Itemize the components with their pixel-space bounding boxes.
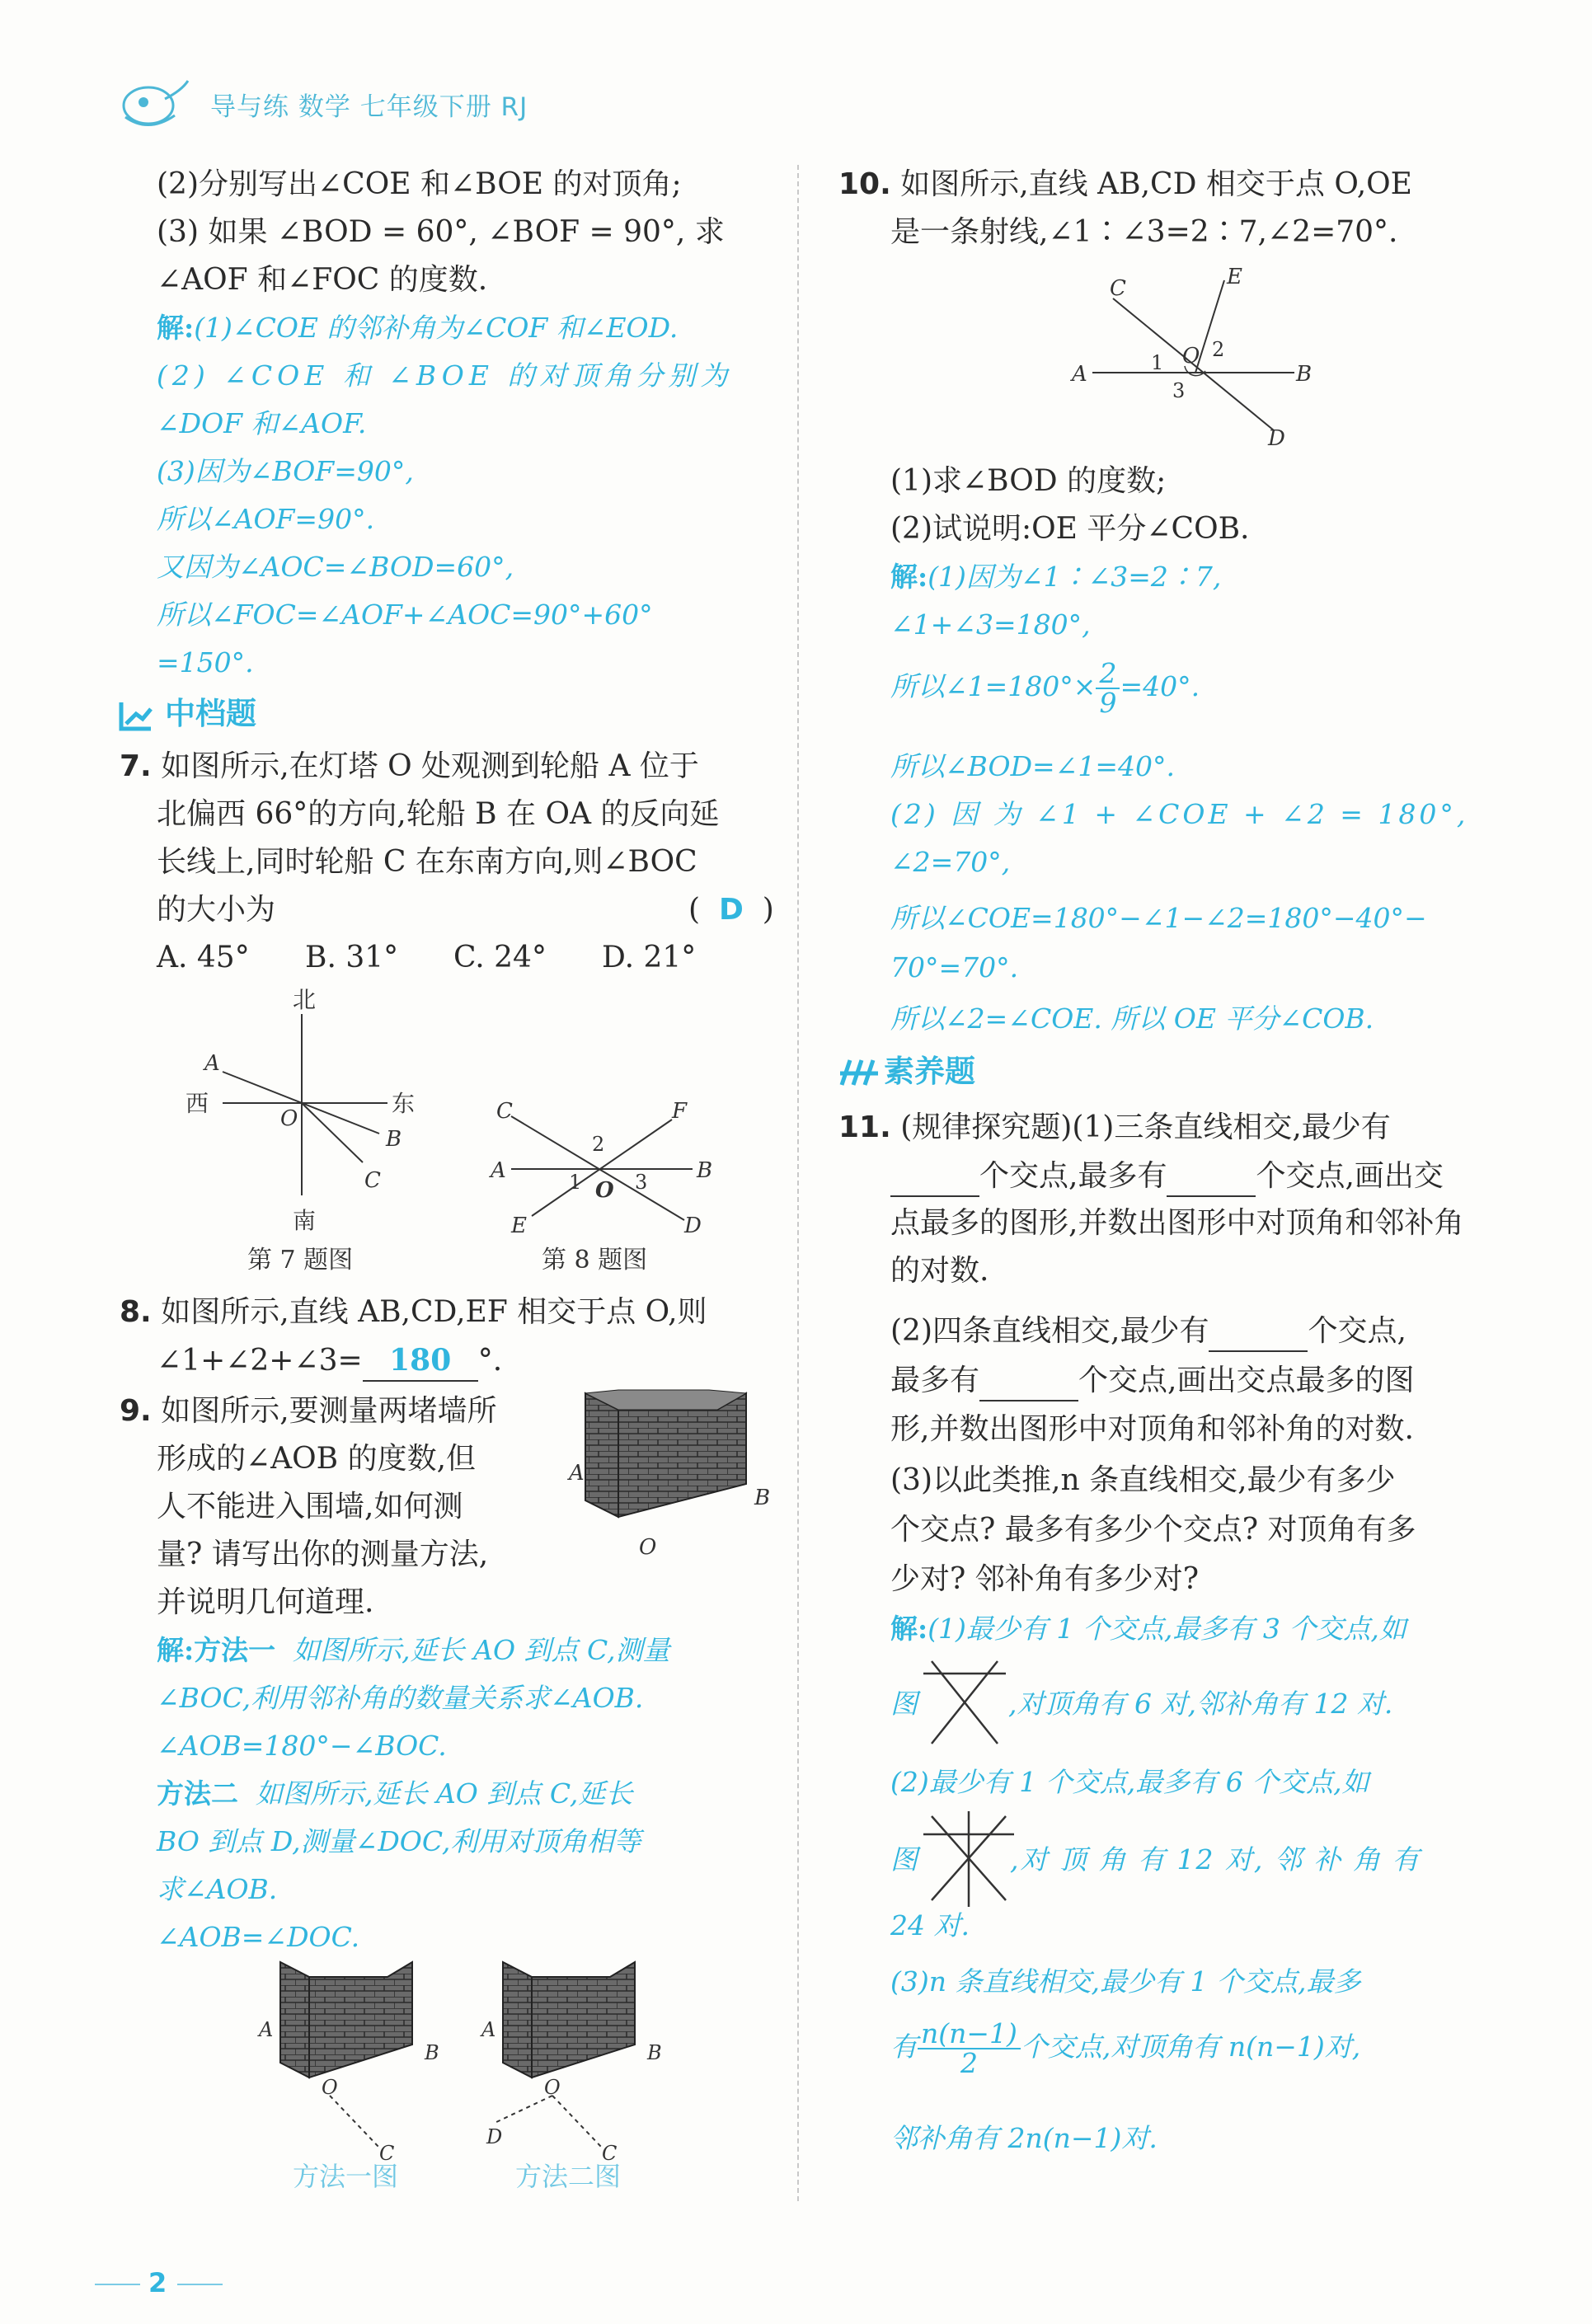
q8-answer-line (157, 1340, 502, 1382)
q6-solution-line (157, 308, 678, 348)
q10-solution-line: 所以∠COE=180°−∠1−∠2=180°−40°− (890, 902, 1427, 934)
q7-label-c: C (364, 1168, 381, 1193)
q11-text: (规律探究题)(1)三条直线相交,最少有 (900, 1110, 1391, 1144)
q7-label-south: 南 (293, 1207, 317, 1234)
q11-solution-line (890, 1609, 1407, 1649)
q7-label-a: A (204, 1051, 220, 1076)
q10-figure (1072, 265, 1319, 451)
q6-solution-line: ∠DOF 和∠AOF. (157, 407, 367, 439)
q7-text: 如图所示,在灯塔 O 处观测到轮船 A 位于 (161, 749, 699, 783)
q11-solution-line: 24 对. (890, 1909, 970, 1941)
q7-option-b: B. 31° (305, 941, 399, 974)
q7-caption: 第 7 题图 (247, 1246, 354, 1275)
q7-label-north: 北 (293, 986, 317, 1013)
q11-text-line (890, 1311, 1407, 1352)
q8-label-3: 3 (635, 1171, 648, 1194)
q7-label-east: 东 (392, 1090, 416, 1117)
m1-label-a: A (259, 2018, 274, 2041)
q10-text: (2)试说明:OE 平分∠COB. (890, 512, 1250, 546)
q7-text: 北偏西 66°的方向,轮船 B 在 OA 的反向延 (157, 797, 720, 831)
q11-text-line (890, 1156, 1444, 1197)
q6-solution-line: 又因为∠AOC=∠BOD=60°, (157, 551, 514, 583)
q9-label-a: A (569, 1461, 585, 1486)
fraction-numerator: 2 (1096, 660, 1120, 689)
q8-text: 如图所示,直线 AB,CD,EF 相交于点 O,则 (161, 1295, 707, 1329)
q10-label-d: D (1268, 426, 1285, 451)
q10-solution-line: (2) 因 为 ∠1 + ∠COE + ∠2 = 180°, (890, 798, 1469, 830)
q10-text: (1)求∠BOD 的度数; (890, 464, 1167, 498)
m1-label-c: C (379, 2142, 395, 2165)
q11-text: 点最多的图形,并数出图形中对顶角和邻补角 (890, 1206, 1464, 1240)
q10-label-o: O (1182, 344, 1200, 369)
q11-text: 个交点? 最多有多少个交点? 对顶角有多 (890, 1513, 1416, 1547)
q6-line: (2)分别写出∠COE 和∠BOE 的对顶角; (157, 167, 682, 201)
q9-text: 人不能进入围墙,如何测 (157, 1490, 463, 1524)
q11-text: 个交点, (1308, 1314, 1407, 1348)
q9-label-b: B (754, 1486, 771, 1510)
solution-text: (1)因为∠1∶∠3=2∶7, (927, 561, 1222, 593)
q10-solution-line: 所以∠BOD=∠1=40°. (890, 750, 1175, 782)
method1-caption: 方法一图 (293, 2161, 399, 2192)
fraction (918, 2017, 1021, 2079)
solution-text: (1)∠COE 的邻补角为∠COF 和∠EOD. (194, 312, 679, 344)
q11-text: 形,并数出图形中对顶角和邻补角的对数. (890, 1412, 1414, 1446)
q8-text: ∠1+∠2+∠3= (157, 1344, 363, 1378)
section-icon (838, 1055, 880, 1088)
q8-label-b: B (697, 1158, 713, 1183)
q11-blank (890, 1156, 979, 1197)
q10-solution-line: 所以∠2=∠COE. 所以 OE 平分∠COB. (890, 1002, 1374, 1035)
q9-text: 量? 请写出你的测量方法, (157, 1538, 489, 1571)
q8-label-2: 2 (592, 1133, 605, 1156)
q9-solution-line (157, 1631, 670, 1670)
solution-label: 解: (890, 561, 928, 593)
q11-text: 的对数. (890, 1254, 989, 1288)
m1-label-o: O (322, 2076, 338, 2099)
q7-answer: D (718, 893, 744, 927)
q8-label-1: 1 (569, 1171, 582, 1194)
q10-solution-line (890, 657, 1200, 725)
solution-text: 所以∠1=180°× (890, 670, 1097, 702)
fraction-denominator: 9 (1099, 687, 1117, 719)
q6-solution-line: =150°. (157, 646, 254, 678)
q9-solution-line: ∠BOC,利用邻补角的数量关系求∠AOB. (157, 1682, 644, 1714)
q8-label-e: E (511, 1214, 527, 1238)
header-title: 导与练 数学 七年级下册 RJ (210, 92, 528, 122)
q6-line: (3) 如果 ∠BOD = 60°, ∠BOF = 90°, 求 (157, 215, 725, 249)
m2-label-d: D (486, 2125, 503, 2148)
q9-number: 9. (120, 1394, 152, 1428)
q11-text-line (890, 1360, 1414, 1401)
section-icon (118, 699, 154, 732)
q10-label-c: C (1110, 276, 1126, 301)
q11-text: 个交点,画出交 (1256, 1159, 1444, 1193)
q6-solution-line: 所以∠FOC=∠AOF+∠AOC=90°+60° (157, 599, 653, 631)
q8-label-o: O (595, 1178, 614, 1203)
q7-option-d: D. 21° (602, 941, 697, 974)
q11-blank (1167, 1156, 1256, 1197)
q9-wall-figure (569, 1393, 775, 1558)
fraction-denominator: 2 (960, 2047, 978, 2079)
q7-figure (173, 986, 445, 1253)
q8-figure (486, 1096, 726, 1237)
q10-label-b: B (1296, 362, 1313, 387)
q9-solution-line: 求∠AOB. (157, 1873, 278, 1905)
q10-label-1: 1 (1151, 351, 1164, 374)
page-number-rule (95, 2284, 140, 2285)
paren-left: ( (688, 893, 701, 927)
q10-label-2: 2 (1212, 338, 1225, 361)
solution-text: 图 (890, 1688, 918, 1720)
solution-label: 解:方法一 (157, 1634, 276, 1666)
q8-label-d: D (684, 1214, 702, 1238)
q7-label-o: O (280, 1106, 298, 1131)
q8-number: 8. (120, 1295, 152, 1329)
method2-figure (478, 1962, 684, 2168)
q10-solution-line (890, 557, 1221, 597)
solution-text: 个交点,对顶角有 n(n−1)对, (1020, 2031, 1361, 2063)
q9-label-o: O (639, 1535, 657, 1560)
q10-label-a: A (1072, 362, 1087, 387)
section-title-literacy: 素养题 (884, 1054, 975, 1089)
q7-option-c: C. 24° (453, 941, 547, 974)
m1-label-b: B (425, 2041, 439, 2064)
q11-text: 最多有 (890, 1364, 980, 1397)
m2-label-c: C (602, 2142, 618, 2165)
q11-solution-line: (2)最少有 1 个交点,最多有 6 个交点,如 (890, 1766, 1369, 1798)
q11-text: 个交点,画出交点最多的图 (1078, 1364, 1415, 1397)
q9-solution-line (157, 1774, 632, 1814)
q11-text: 少对? 邻补角有多少对? (890, 1562, 1200, 1596)
q10-label-3: 3 (1172, 379, 1186, 402)
three-lines-figure (919, 1657, 1010, 1748)
q8-caption: 第 8 题图 (542, 1246, 648, 1275)
solution-text: 如图所示,延长 AO 到点 C,测量 (293, 1634, 670, 1666)
q8-label-f: F (672, 1099, 688, 1124)
q9-text: 并说明几何道理. (157, 1585, 374, 1619)
q6-solution-line: 所以∠AOF=90°. (157, 503, 375, 535)
q11-solution-line (890, 2017, 1361, 2091)
q8-label-c: C (496, 1099, 513, 1124)
m2-label-b: B (647, 2041, 662, 2064)
q7-text: 长线上,同时轮船 C 在东南方向,则∠BOC (157, 845, 697, 879)
header-logo-icon (115, 74, 194, 132)
m2-label-a: A (481, 2018, 496, 2041)
q11-blank (979, 1360, 1078, 1401)
q11-blank (1209, 1311, 1308, 1352)
solution-label: 解: (890, 1613, 928, 1645)
q8-answer: 180 (363, 1340, 478, 1382)
q7-answer-bracket (688, 890, 774, 930)
solution-label: 方法二 (157, 1777, 238, 1810)
fraction-numerator: n(n−1) (918, 2020, 1021, 2049)
q10-text: 如图所示,直线 AB,CD 相交于点 O,OE (900, 167, 1412, 201)
q7-text: 的大小为 (157, 893, 276, 927)
q10-label-e: E (1227, 265, 1242, 289)
q9-solution-line: ∠AOB=180°−∠BOC. (157, 1730, 447, 1762)
q11-text: (3)以此类推,n 条直线相交,最少有多少 (890, 1463, 1396, 1497)
q11-text: 个交点,最多有 (979, 1159, 1167, 1193)
four-lines-figure (919, 1810, 1018, 1908)
q8-text: °. (477, 1344, 503, 1378)
method2-caption: 方法二图 (515, 2161, 622, 2192)
q10-solution-line: 70°=70°. (890, 951, 1019, 984)
q10-text: 是一条射线,∠1∶∠3=2∶7,∠2=70°. (890, 215, 1398, 249)
solution-text: (1)最少有 1 个交点,最多有 3 个交点,如 (927, 1613, 1407, 1645)
solution-text: ,对 顶 角 有 12 对, 邻 补 角 有 (1010, 1843, 1421, 1876)
solution-text: =40°. (1120, 670, 1200, 702)
q11-solution-line: 邻补角有 2n(n−1)对. (890, 2122, 1158, 2154)
q10-solution-line: ∠2=70°, (890, 846, 1011, 878)
q11-solution-line: (3)n 条直线相交,最少有 1 个交点,最多 (890, 1965, 1361, 1998)
q9-solution-line: ∠AOB=∠DOC. (157, 1921, 360, 1953)
q6-line: ∠AOF 和∠FOC 的度数. (157, 263, 488, 297)
q10-solution-line: ∠1+∠3=180°, (890, 608, 1091, 641)
q6-solution-line: (2) ∠COE 和 ∠BOE 的对顶角分别为 (157, 359, 733, 392)
q7-oc-line (302, 1103, 363, 1162)
q6-solution-line: (3)因为∠BOF=90°, (157, 455, 414, 487)
q9-text: 如图所示,要测量两堵墙所 (161, 1394, 497, 1428)
page-number: 2 (148, 2267, 167, 2298)
column-divider (797, 165, 799, 2201)
q9-text: 形成的∠AOB 的度数,但 (157, 1442, 477, 1476)
q8-label-a: A (491, 1158, 506, 1183)
paren-right: ) (762, 893, 774, 927)
q7-label-west: 西 (185, 1090, 209, 1117)
method1-figure (256, 1962, 462, 2168)
solution-text: 有 (890, 2031, 918, 2063)
q7-number: 7. (120, 749, 152, 783)
q7-option-a: A. 45° (157, 941, 250, 974)
q11-number: 11. (838, 1110, 891, 1144)
solution-text: ,对顶角有 6 对,邻补角有 12 对. (1008, 1688, 1393, 1720)
page-number-rule (177, 2284, 223, 2285)
q11-text: (2)四条直线相交,最少有 (890, 1314, 1209, 1348)
q7-label-b: B (386, 1127, 402, 1152)
m2-label-o: O (544, 2076, 561, 2099)
solution-text: 图 (890, 1843, 919, 1876)
solution-label: 解: (157, 312, 195, 344)
fraction (1096, 657, 1120, 719)
solution-text: 如图所示,延长 AO 到点 C,延长 (255, 1777, 633, 1810)
section-title-mid: 中档题 (165, 696, 256, 731)
q9-solution-line: BO 到点 D,测量∠DOC,利用对顶角相等 (157, 1825, 641, 1857)
q10-number: 10. (838, 167, 891, 201)
